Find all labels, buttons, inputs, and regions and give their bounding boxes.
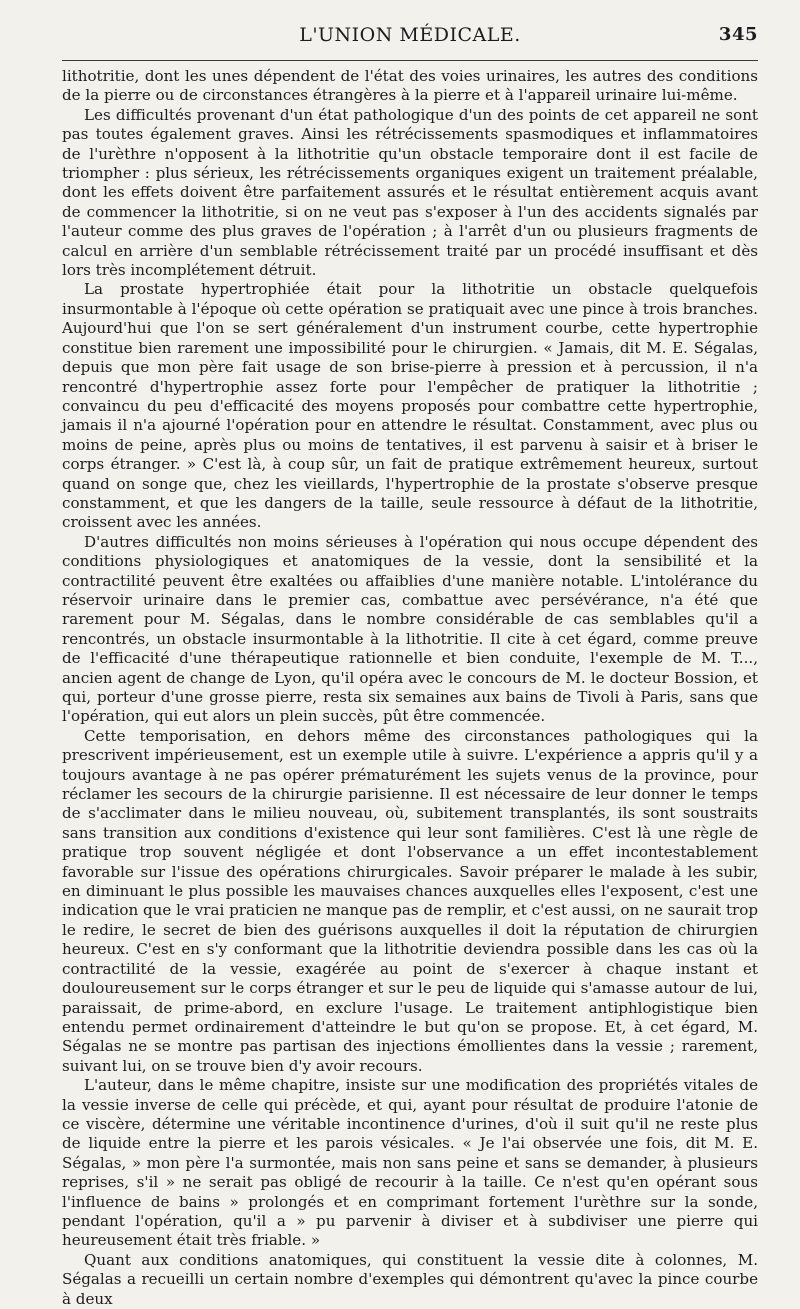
paragraph: Cette temporisation, en dehors même des circonstances pathologiques qui la prescrivent impérieusement, est un exemple utile à suivre. L'expérience a appris qu'il y a toujours avantage à ne pas opérer prématurément les sujets venus de la province, pour réclamer les secours de la chirurgie parisienne. Il est nécessaire de leur donner le temps de s'acclimater dans le milieu nouveau, où, subitement transplantés, ils sont soustraits sans transition aux conditions d'existence qui leur sont familières. C'est là une règle de pratique trop souvent négligée et dont l'observance a un effet incontestablement favorable sur l'issue des opérations chirurgicales. Savoir préparer le malade à les subir, en diminuant le plus possible les mauvaises chances auxquelles elles l'exposent, c'est une indication que le vrai praticien ne manque pas de remplir, et c'est aussi, on ne saurait trop le redire, le secret de bien des guérisons auxquelles il doit la réputation de chirurgien heureux. C'est en s'y conformant que la lithotritie deviendra possible dans les cas où la contractilité de la vessie, exagérée au point de s'exercer à chaque instant et douloureusement sur le corps étranger et sur le peu de liquide qui s'amasse autour de lui, paraissait, de prime-abord, en exclure l'usage. Le traitement antiphlogistique bien entendu permet ordinairement d'atteindre le but qu'on se propose. Et, à cet égard, M. Ségalas ne se montre pas partisan des injections émollientes dans la vessie ; rarement, suivant lui, on se trouve bien d'y avoir recours.	[62, 726, 758, 1075]
journal-title: L'UNION MÉDICALE.	[299, 24, 521, 46]
running-header	[62, 24, 758, 50]
paragraph: D'autres difficultés non moins sérieuses à l'opération qui nous occupe dépendent des conditions physiologiques et anatomiques de la vessie, dont la sensibilité et la contractilité peuvent être exaltées ou affaiblies d'une manière notable. L'intolérance du réservoir urinaire dans le premier cas, combattue avec persévérance, n'a été que rarement pour M. Ségalas, dans le nombre considérable de cas semblables qu'il a rencontrés, un obstacle insurmontable à la lithotritie. Il cite à cet égard, comme preuve de l'efficacité d'une thérapeutique rationnelle et bien conduite, l'exemple de M. T..., ancien agent de change de Lyon, qu'il opéra avec le concours de M. le docteur Bossion, et qui, porteur d'une grosse pierre, resta six semaines aux bains de Tivoli à Paris, sans que l'opération, qui eut alors un plein succès, pût être commencée.	[62, 532, 758, 726]
page-number: 345	[718, 24, 758, 45]
header-rule	[62, 60, 758, 61]
article-body	[62, 67, 758, 1309]
paragraph: L'auteur, dans le même chapitre, insiste sur une modification des propriétés vitales de la vessie inverse de celle qui précède, et qui, ayant pour résultat de produire l'atonie de ce viscère, détermine une véritable incontinence d'urines, d'où il suit qu'il ne reste plus de liquide entre la pierre et les parois vésicales. « Je l'ai observée une fois, dit M. E. Ségalas, » mon père l'a surmontée, mais non sans peine et sans se demander, à plusieurs reprises, s'il » ne serait pas obligé de recourir à la taille. Ce n'est qu'en opérant sous l'influence de bains » prolongés et en comprimant fortement l'urèthre sur la sonde, pendant l'opération, qu'il a » pu parvenir à diviser et à subdiviser une pierre qui heureusement était très friable. »	[62, 1076, 758, 1250]
paragraph-continued: lithotritie, dont les unes dépendent de l'état des voies urinaires, les autres des conditions de la pierre ou de circonstances étrangères à la pierre et à l'appareil urinaire lui-même.	[62, 67, 758, 105]
paragraph: La prostate hypertrophiée était pour la lithotritie un obstacle quelquefois insurmontable à l'époque où cette opération se pratiquait avec une pince à trois branches. Aujourd'hui que l'on se sert généralement d'un instrument courbe, cette hypertrophie constitue bien rarement une impossibilité pour le chirurgien. « Jamais, dit M. E. Ségalas, depuis que mon père fait usage de son brise-pierre à pression et à percussion, il n'a rencontré d'hypertrophie assez forte pour l'empêcher de pratiquer la lithotritie ; convaincu du peu d'efficacité des moyens proposés pour combattre cette hypertrophie, jamais il n'a ajourné l'opération pour en attendre le résultat. Constamment, avec plus ou moins de peine, après plus ou moins de tentatives, il est parvenu à saisir et à briser le corps étranger. » C'est là, à coup sûr, un fait de pratique extrêmement heureux, surtout quand on songe que, chez les vieillards, l'hypertrophie de la prostate s'observe presque constamment, et que les dangers de la taille, seule ressource à défaut de la lithotritie, croissent avec les années.	[62, 280, 758, 532]
paragraph: Quant aux conditions anatomiques, qui constituent la vessie dite à colonnes, M. Ségalas a recueilli un certain nombre d'exemples qui démontrent qu'avec la pince courbe à deux	[62, 1250, 758, 1308]
paragraph: Les difficultés provenant d'un état pathologique d'un des points de cet appareil ne sont pas toutes également graves. Ainsi les rétrécissements spasmodiques et inflammatoires de l'urèthre n'opposent à la lithotritie qu'un obstacle temporaire dont il est facile de triompher : plus sérieux, les rétrécissements organiques exigent un traitement préalable, dont les effets doivent être parfaitement assurés et le résultat entièrement acquis avant de commencer la lithotritie, si on ne veut pas s'exposer à l'un des accidents signalés par l'auteur comme des plus graves de l'opération ; à l'arrêt d'un ou plusieurs fragments de calcul en arrière d'un semblable rétrécissement traité par un procédé insuffisant et dès lors très incomplétement détruit.	[62, 105, 758, 280]
